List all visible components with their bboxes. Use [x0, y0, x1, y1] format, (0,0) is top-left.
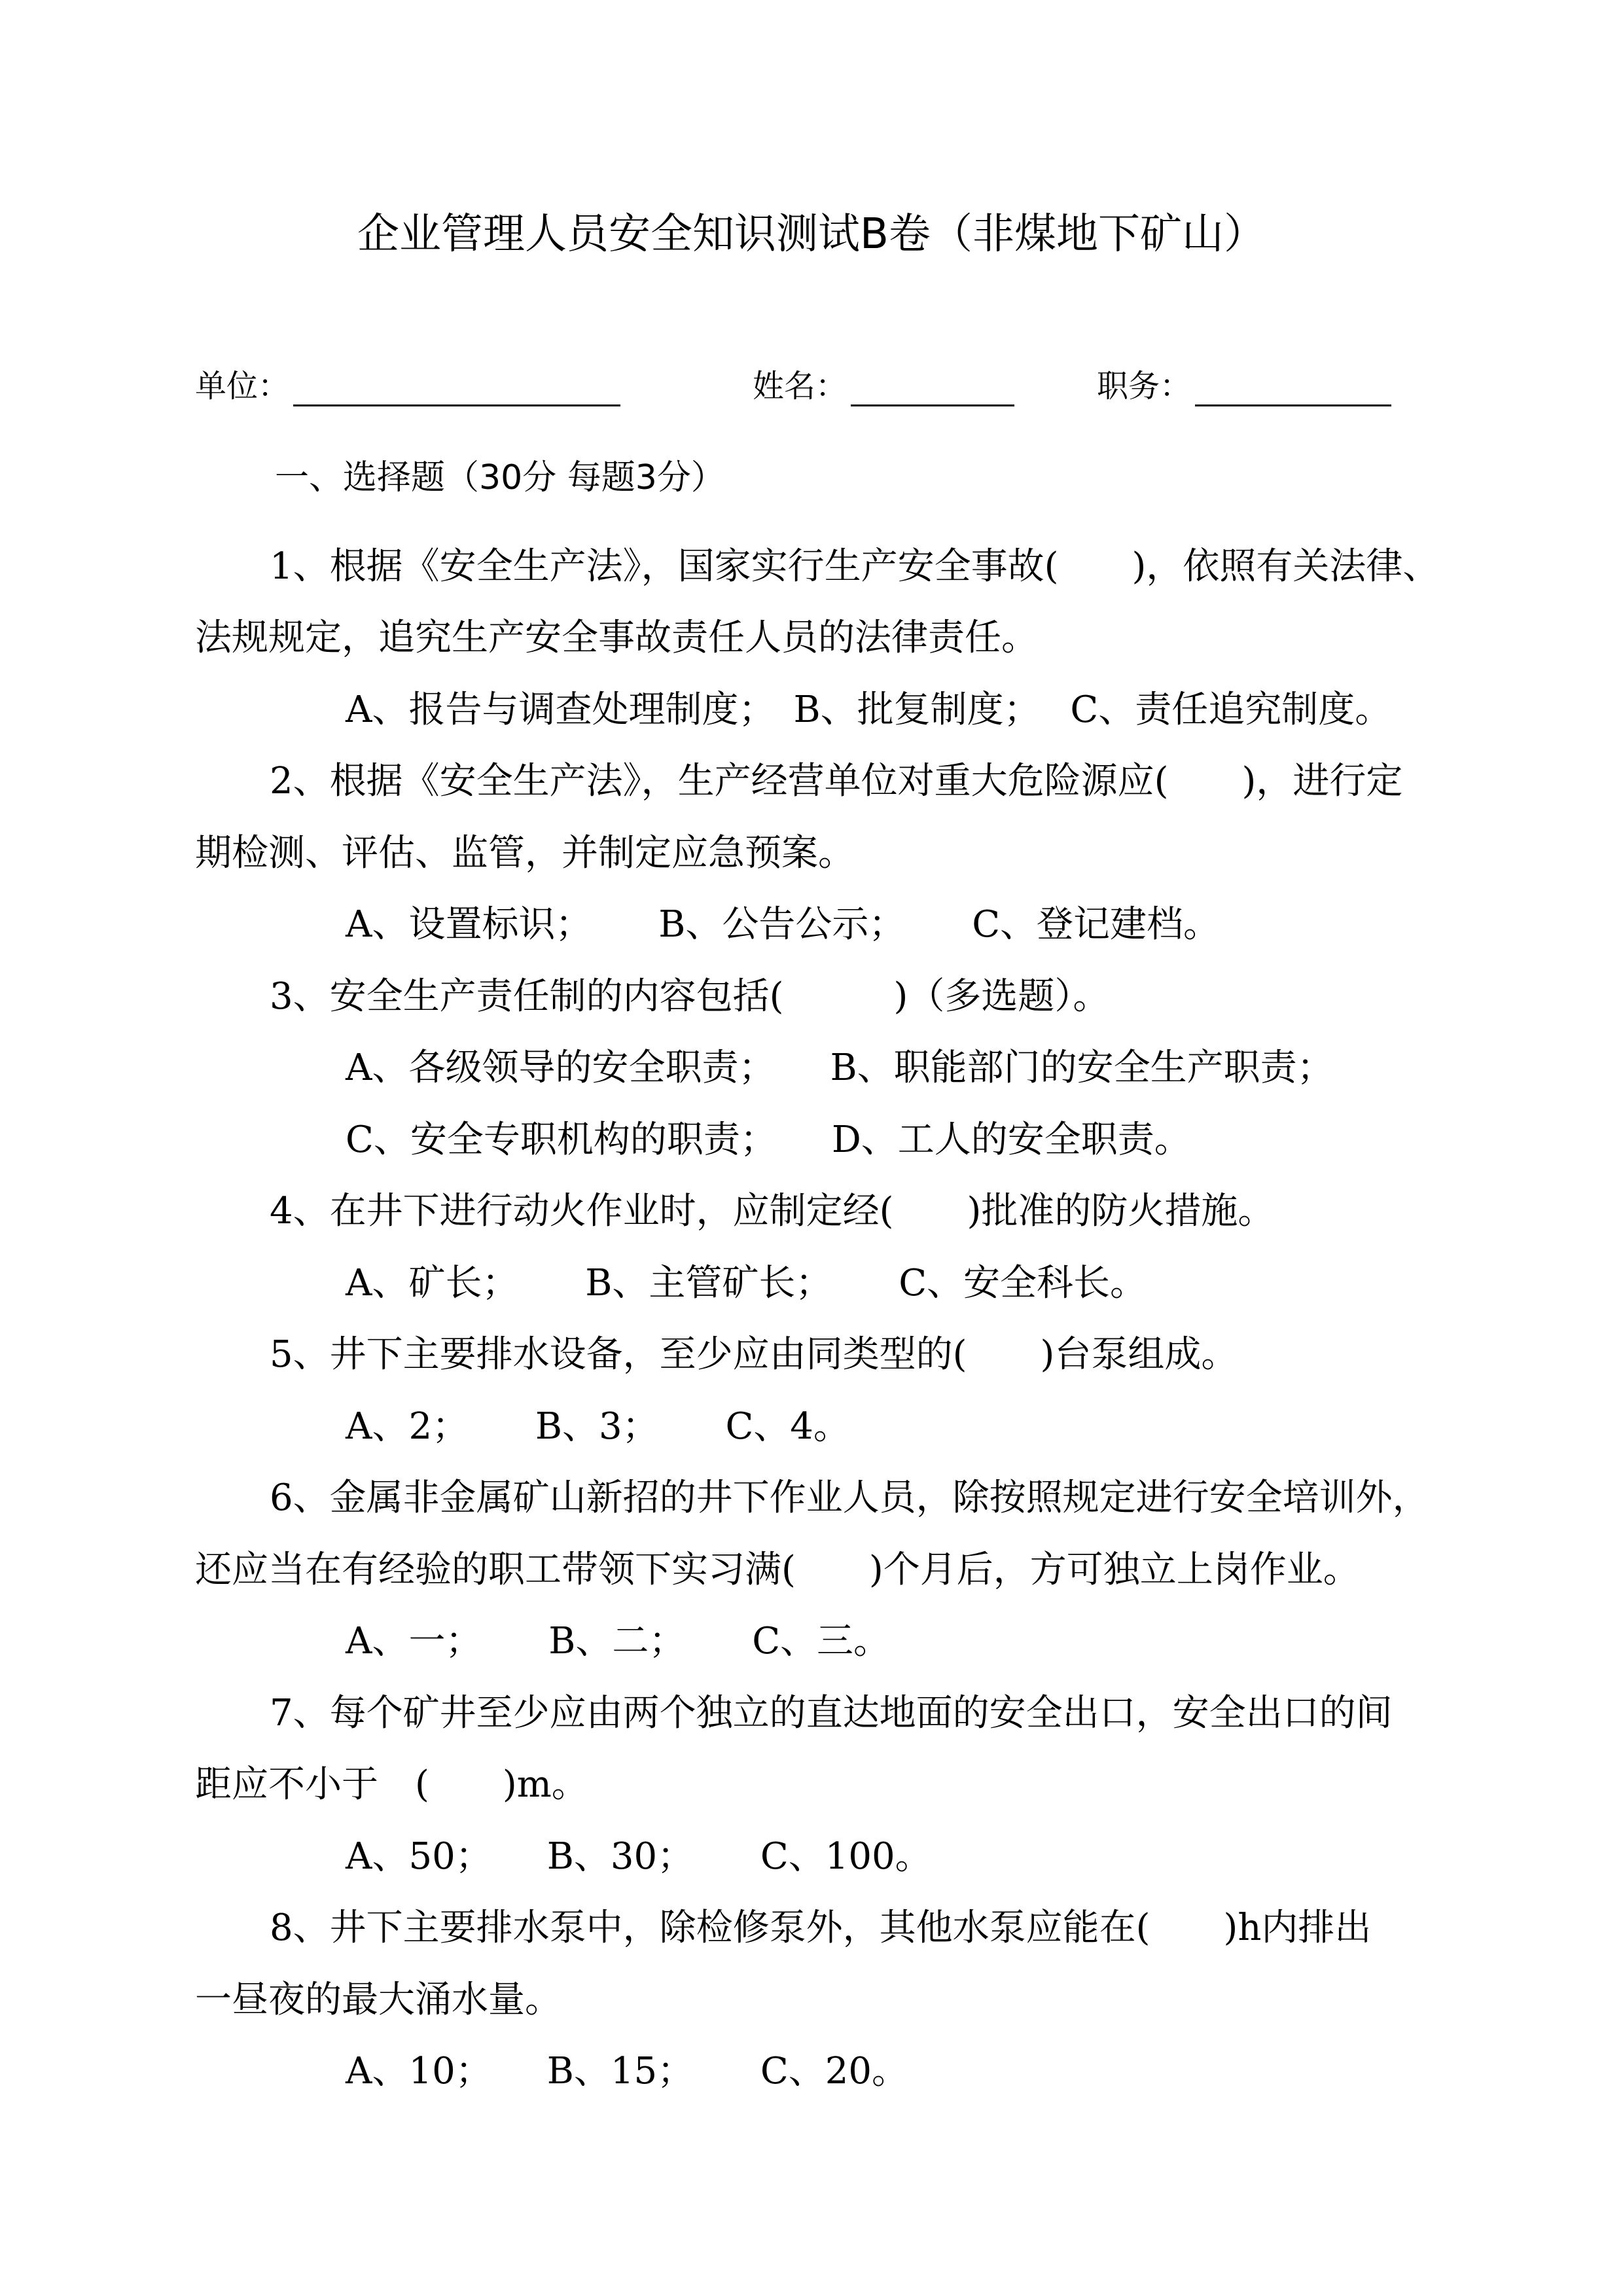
- question-options: A、2； B、3； C、4。: [346, 1405, 850, 1448]
- question-text: 5、井下主要排水设备，至少应由同类型的( )台泵组成。: [270, 1333, 1238, 1376]
- question-options: A、设置标识； B、公告公示； C、登记建档。: [346, 903, 1221, 946]
- question-text: 7、每个矿井至少应由两个独立的直达地面的安全出口，安全出口的间: [270, 1692, 1393, 1734]
- position-label: 职务：: [1097, 368, 1192, 404]
- question-options: A、矿长； B、主管矿长； C、安全科长。: [346, 1262, 1147, 1304]
- unit-label: 单位：: [195, 368, 290, 404]
- question-text: 还应当在有经验的职工带领下实习满( )个月后，方可独立上岗作业。: [195, 1549, 1360, 1591]
- question-options: A、各级领导的安全职责； B、职能部门的安全生产职责；: [346, 1047, 1334, 1089]
- question-text: 6、金属非金属矿山新招的井下作业人员，除按照规定进行安全培训外，: [270, 1477, 1429, 1519]
- question-text: 2、根据《安全生产法》，生产经营单位对重大危险源应( )，进行定: [270, 760, 1403, 802]
- question-text: 期检测、评估、监管，并制定应急预案。: [195, 832, 855, 874]
- question-text: 4、在井下进行动火作业时，应制定经( )批准的防火措施。: [270, 1190, 1275, 1232]
- unit-field[interactable]: [195, 360, 289, 412]
- question-text: 8、井下主要排水泵中，除检修泵外，其他水泵应能在( )h内排出: [270, 1907, 1372, 1949]
- question-options: A、一； B、二； C、三。: [346, 1620, 891, 1662]
- unit-blank-line: [293, 404, 620, 406]
- question-text: 法规规定，追究生产安全事故责任人员的法律责任。: [195, 617, 1038, 659]
- question-text: 1、根据《安全生产法》，国家实行生产安全事故( )，依照有关法律、: [270, 545, 1440, 588]
- section-heading: 一、选择题（30分 每题3分）: [275, 458, 725, 497]
- position-blank-line: [1195, 404, 1391, 406]
- question-text: 距应不小于 ( )m。: [195, 1763, 588, 1806]
- question-options: A、报告与调查处理制度； B、批复制度； C、责任追究制度。: [346, 689, 1392, 731]
- name-label: 姓名：: [753, 368, 847, 404]
- question-options: C、安全专职机构的职责； D、工人的安全职责。: [346, 1119, 1191, 1161]
- question-text: 3、安全生产责任制的内容包括( )（多选题）。: [270, 975, 1110, 1018]
- name-blank-line: [851, 404, 1014, 406]
- question-options: A、50； B、30； C、100。: [346, 1835, 932, 1878]
- document-title: 企业管理人员安全知识测试B卷（非煤地下矿山）: [357, 210, 1266, 259]
- name-field[interactable]: [753, 360, 847, 412]
- question-text: 一昼夜的最大涌水量。: [195, 1979, 562, 2021]
- question-options: A、10； B、15； C、20。: [346, 2050, 909, 2092]
- respondent-fields: [0, 360, 1623, 412]
- position-field[interactable]: [1097, 360, 1191, 412]
